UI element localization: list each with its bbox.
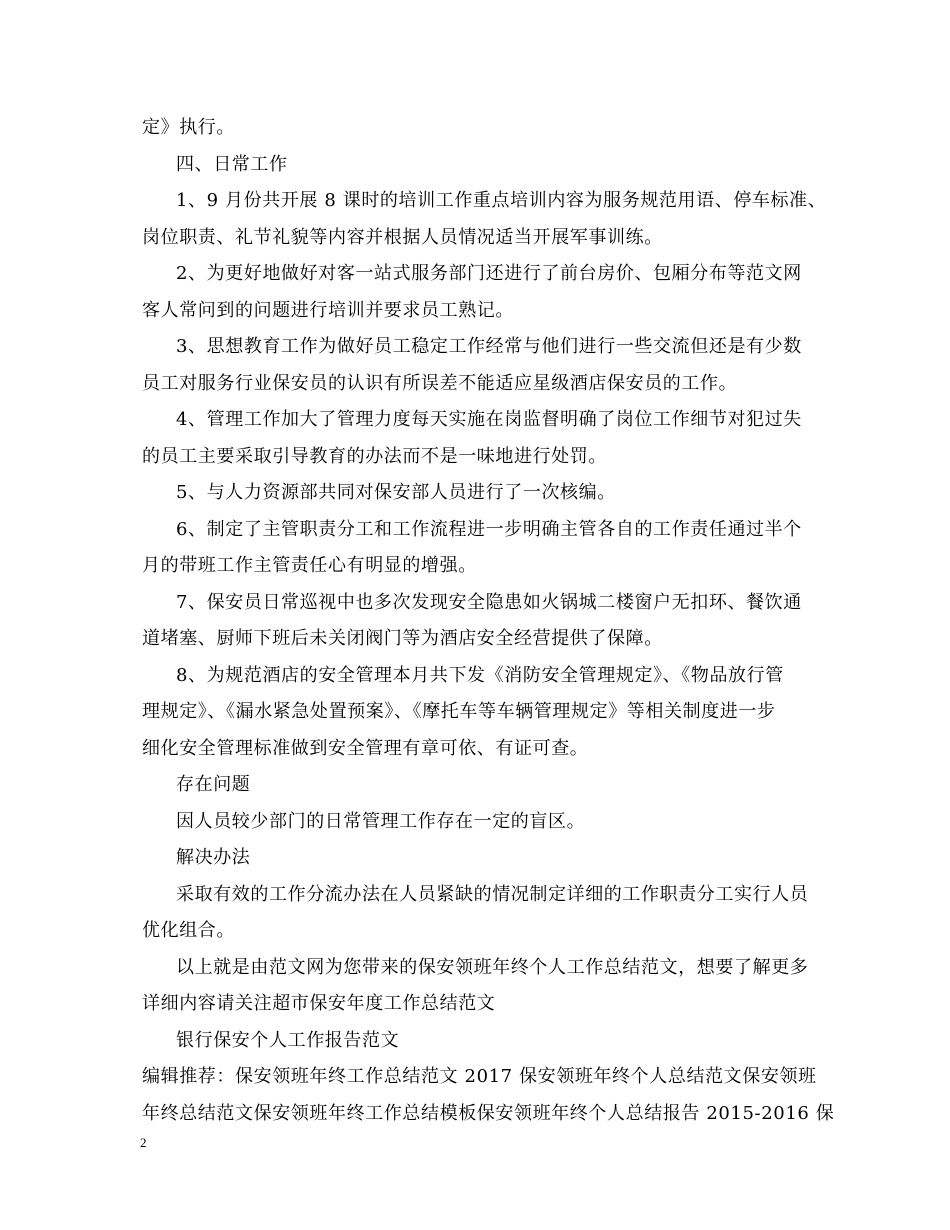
- text-line: 1、9 月份共开展 8 课时的培训工作重点培训内容为服务规范用语、停车标准、: [176, 190, 827, 211]
- text-line: 员工对服务行业保安员的认识有所误差不能适应星级酒店保安员的工作。: [142, 372, 738, 394]
- text-line: 6、制定了主管职责分工和工作流程进一步明确主管各自的工作责任通过半个: [176, 518, 802, 540]
- page-number: 2: [140, 1135, 147, 1150]
- text-line: 4、管理工作加大了管理力度每天实施在岗监督明确了岗位工作细节对犯过失: [176, 409, 802, 430]
- text-line: 的员工主要采取引导教育的办法而不是一味地进行处罚。: [142, 445, 607, 467]
- text-line: 2、为更好地做好对客一站式服务部门还进行了前台房价、包厢分布等范文网: [176, 263, 802, 284]
- text-line: 月的带班工作主管责任心有明显的增强。: [142, 555, 477, 576]
- text-line: 细化安全管理标准做到安全管理有章可依、有证可查。: [142, 737, 589, 759]
- document-body: [142, 110, 835, 1132]
- text-line: 解决办法: [176, 847, 251, 868]
- text-line: 岗位职责、礼节礼貌等内容并根据人员情况适当开展军事训练。: [142, 226, 663, 248]
- text-line: 7、保安员日常巡视中也多次发现安全隐患如火锅城二楼窗户无扣环、餐饮通: [176, 591, 802, 613]
- text-line: 以上就是由范文网为您带来的保安领班年终个人工作总结范文，想要了解更多: [176, 956, 809, 978]
- text-line: 编辑推荐：保安领班年终工作总结范文 2017 保安领班年终个人总结范文保安领班: [142, 1066, 817, 1087]
- text-line: 优化组合。: [142, 920, 235, 941]
- text-line: 银行保安个人工作报告范文: [176, 1029, 400, 1051]
- text-line: 理规定》、《漏水紧急处置预案》、《摩托车等车辆管理规定》等相关制度进一步: [142, 701, 776, 722]
- text-line: 5、与人力资源部共同对保安部人员进行了一次核编。: [176, 482, 616, 503]
- text-line: 详细内容请关注超市保安年度工作总结范文: [142, 993, 496, 1014]
- text-line: 8、为规范酒店的安全管理本月共下发《消防安全管理规定》、《物品放行管: [176, 664, 784, 686]
- text-line: 因人员较少部门的日常管理工作存在一定的盲区。: [176, 810, 586, 832]
- text-line: 采取有效的工作分流办法在人员紧缺的情况制定详细的工作职责分工实行人员: [176, 883, 809, 905]
- text-line: 四、日常工作: [176, 153, 288, 175]
- text-line: 道堵塞、厨师下班后未关闭阀门等为酒店安全经营提供了保障。: [142, 628, 663, 649]
- text-line: 存在问题: [176, 774, 251, 795]
- text-line: 年终总结范文保安领班年终工作总结模板保安领班年终个人总结报告 2015-2016 保: [142, 1102, 835, 1124]
- text-line: 客人常问到的问题进行培训并要求员工熟记。: [142, 299, 514, 321]
- text-line: 3、思想教育工作为做好员工稳定工作经常与他们进行一些交流但还是有少数: [176, 336, 802, 357]
- text-line: 定》执行。: [142, 117, 235, 138]
